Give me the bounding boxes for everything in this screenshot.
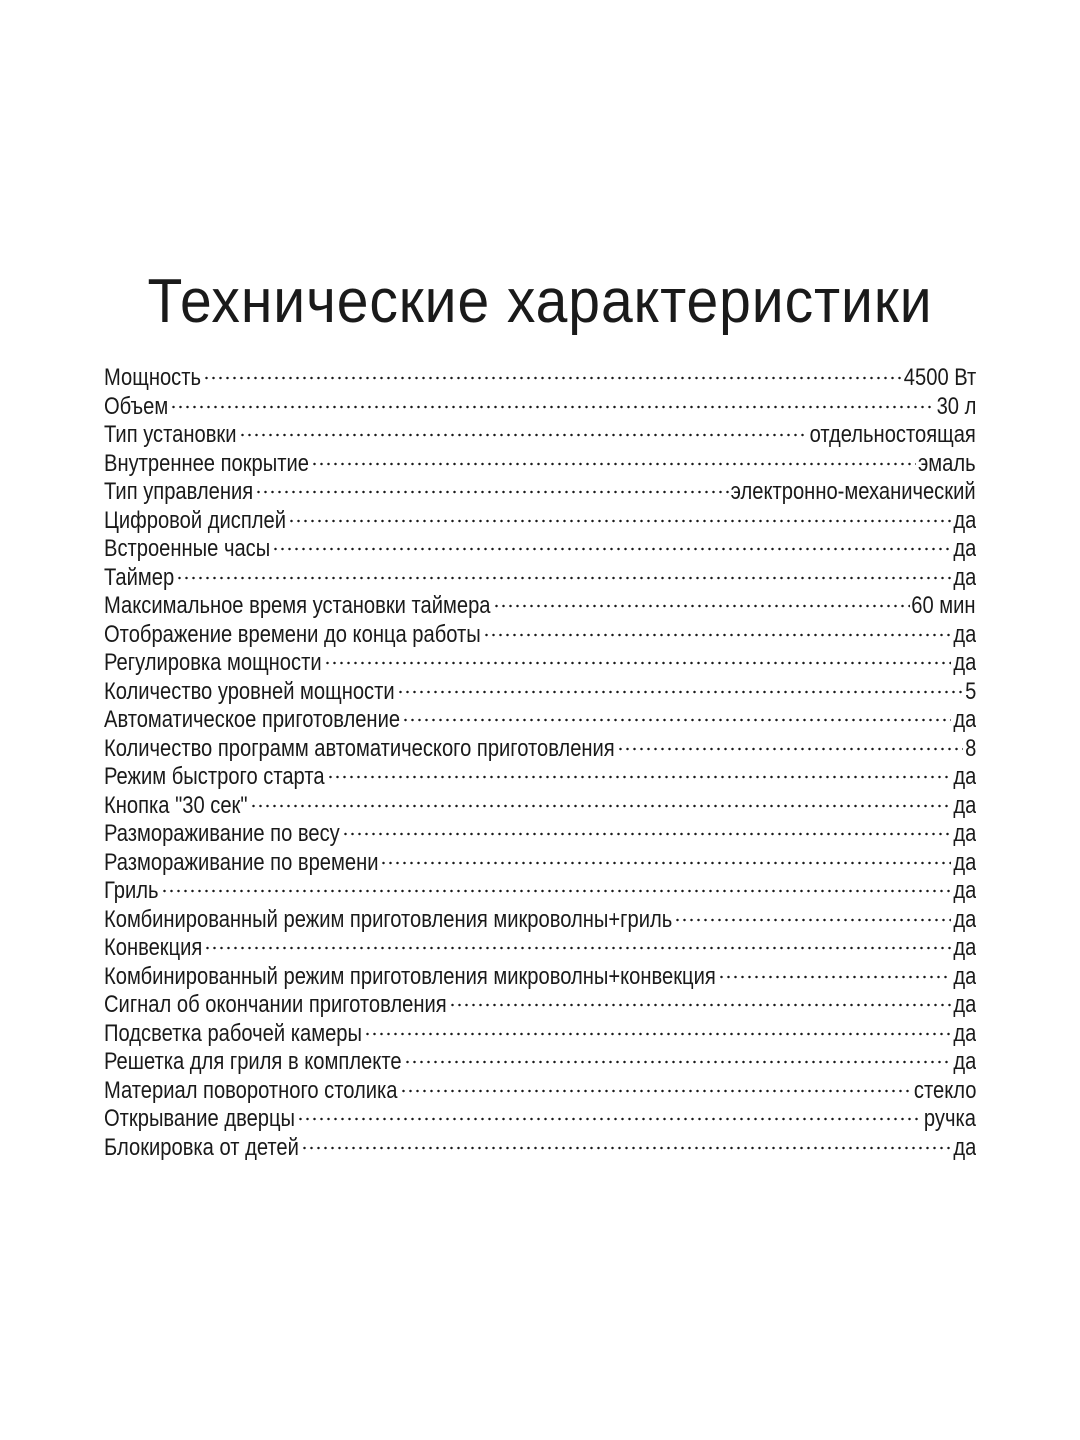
spec-row	[104, 1134, 976, 1163]
spec-label: Внутреннее покрытие	[104, 449, 309, 477]
dot-leader	[204, 946, 951, 950]
dot-leader	[170, 405, 934, 409]
spec-label: Решетка для гриля в комплекте	[104, 1048, 402, 1075]
spec-label: Количество программ автоматического приготовления	[104, 734, 615, 762]
spec-value: 60 мин	[911, 592, 976, 619]
spec-value: эмаль	[918, 449, 976, 477]
spec-label: Регулировка мощности	[104, 649, 322, 676]
spec-value: 8	[964, 734, 976, 762]
dot-leader	[402, 718, 951, 722]
spec-value: да	[953, 1048, 976, 1075]
dot-leader	[483, 633, 951, 637]
spec-row	[104, 649, 976, 678]
page-title: Технические характеристики	[147, 267, 933, 336]
spec-value: 5	[964, 677, 976, 705]
dot-leader	[718, 975, 951, 979]
spec-row	[104, 934, 976, 963]
spec-value: электронно-механический	[731, 478, 976, 505]
spec-label: Тип управления	[104, 478, 254, 505]
spec-row	[104, 621, 976, 650]
spec-row	[104, 792, 976, 821]
spec-label: Размораживание по весу	[104, 820, 340, 847]
spec-value: ручка	[923, 1105, 976, 1132]
spec-label: Количество уровней мощности	[104, 677, 395, 705]
spec-label: Конвекция	[104, 934, 203, 961]
spec-row	[104, 535, 976, 564]
spec-value: да	[953, 763, 976, 790]
spec-row	[104, 478, 976, 507]
spec-row	[104, 1105, 976, 1134]
spec-value: да	[953, 1133, 976, 1161]
spec-label: Подсветка рабочей камеры	[104, 1019, 363, 1047]
spec-value: да	[953, 535, 976, 562]
dot-leader	[301, 1146, 951, 1150]
spec-label: Автоматическое приготовление	[104, 706, 401, 733]
dot-leader	[161, 889, 951, 893]
spec-value: стекло	[913, 1076, 976, 1104]
spec-row	[104, 877, 976, 906]
spec-label: Тип установки	[104, 421, 237, 448]
spec-label: Режим быстрого старта	[104, 763, 325, 790]
spec-label: Комбинированный режим приготовления микроволны+конвекция	[104, 962, 716, 990]
spec-value: 30 л	[936, 392, 976, 420]
dot-leader	[364, 1032, 951, 1036]
spec-value: да	[953, 791, 976, 819]
spec-row	[104, 450, 976, 479]
spec-row	[104, 1020, 976, 1049]
dot-leader	[674, 918, 951, 922]
dot-leader	[493, 604, 910, 608]
spec-value: да	[953, 934, 976, 961]
spec-label: Цифровой дисплей	[104, 506, 287, 534]
spec-row	[104, 564, 976, 593]
spec-value: да	[953, 563, 976, 591]
spec-label: Кнопка "30 сек"	[104, 791, 248, 819]
spec-row	[104, 364, 976, 393]
dot-leader	[404, 1060, 951, 1064]
spec-value: да	[953, 991, 976, 1018]
spec-value: отдельностоящая	[809, 421, 976, 448]
dot-leader	[327, 775, 951, 779]
dot-leader	[342, 832, 951, 836]
spec-label: Встроенные часы	[104, 535, 271, 562]
spec-label: Комбинированный режим приготовления микроволны+гриль	[104, 905, 673, 933]
spec-row	[104, 1077, 976, 1106]
spec-row	[104, 678, 976, 707]
spec-row	[104, 991, 976, 1020]
spec-row	[104, 963, 976, 992]
spec-row	[104, 906, 976, 935]
spec-label: Размораживание по времени	[104, 848, 379, 876]
spec-row	[104, 820, 976, 849]
dot-leader	[324, 661, 951, 665]
dot-leader	[288, 519, 951, 523]
spec-label: Материал поворотного столика	[104, 1076, 398, 1104]
dot-leader	[203, 376, 902, 380]
dot-leader	[239, 433, 808, 437]
spec-row	[104, 735, 976, 764]
dot-leader	[380, 861, 951, 865]
dot-leader	[311, 462, 916, 466]
spec-value: да	[953, 877, 976, 904]
spec-value: да	[953, 848, 976, 876]
spec-label: Открывание дверцы	[104, 1105, 296, 1132]
spec-label: Мощность	[104, 364, 201, 391]
spec-label: Отображение времени до конца работы	[104, 620, 481, 648]
dot-leader	[250, 804, 951, 808]
dot-leader	[272, 547, 951, 551]
spec-value: да	[953, 649, 976, 676]
dot-leader	[297, 1117, 922, 1121]
spec-row	[104, 393, 976, 422]
spec-row	[104, 1048, 976, 1077]
spec-value: да	[953, 820, 976, 847]
dot-leader	[449, 1003, 951, 1007]
spec-value: да	[953, 706, 976, 733]
spec-label: Таймер	[104, 563, 175, 591]
spec-label: Блокировка от детей	[104, 1133, 299, 1161]
spec-row	[104, 706, 976, 735]
spec-value: да	[953, 506, 976, 534]
spec-row	[104, 763, 976, 792]
spec-list	[104, 364, 976, 1162]
spec-value: 4500 Вт	[903, 364, 976, 391]
dot-leader	[617, 747, 963, 751]
spec-row	[104, 849, 976, 878]
dot-leader	[397, 690, 963, 694]
dot-leader	[255, 490, 729, 494]
dot-leader	[176, 576, 951, 580]
spec-label: Максимальное время установки таймера	[104, 592, 491, 619]
spec-value: да	[953, 620, 976, 648]
spec-row	[104, 421, 976, 450]
spec-label: Объем	[104, 392, 169, 420]
dot-leader	[400, 1089, 912, 1093]
spec-label: Сигнал об окончании приготовления	[104, 991, 447, 1018]
spec-row	[104, 592, 976, 621]
spec-value: да	[953, 962, 976, 990]
spec-value: да	[953, 905, 976, 933]
spec-label: Гриль	[104, 877, 159, 904]
spec-value: да	[953, 1019, 976, 1047]
spec-row	[104, 507, 976, 536]
